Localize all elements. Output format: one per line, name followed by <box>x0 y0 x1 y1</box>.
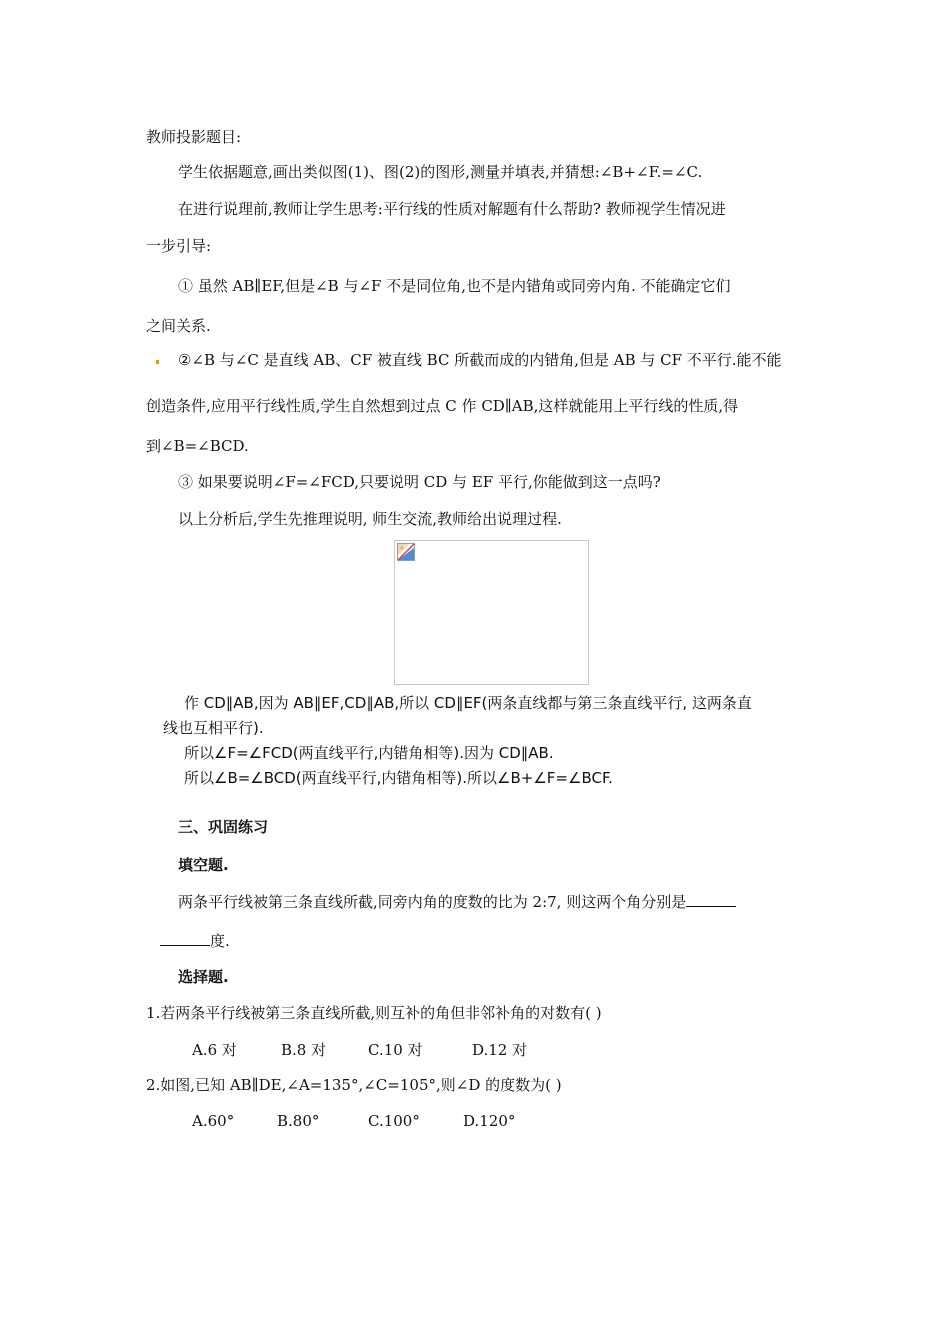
figure-placeholder <box>394 540 589 685</box>
proof-line: 线也互相平行). <box>163 719 264 737</box>
option-text: D.120° <box>463 1112 516 1130</box>
marker-dot <box>156 360 159 364</box>
proof-line: 所以∠F=∠FCD(两直线平行,内错角相等).因为 CD∥AB. <box>184 744 554 762</box>
option-text: D.12 对 <box>472 1041 528 1059</box>
broken-image-icon <box>397 543 415 561</box>
choice-question-2: 2.如图,已知 AB∥DE,∠A=135°,∠C=105°,则∠D 的度数为( ) <box>146 1076 562 1094</box>
answer-blank <box>686 892 736 907</box>
text-line: ③ 如果要说明∠F=∠FCD,只要说明 CD 与 EF 平行,你能做到这一点吗? <box>178 473 661 491</box>
text-line: 以上分析后,学生先推理说明, 师生交流,教师给出说理过程. <box>178 510 562 528</box>
proof-line: 作 CD∥AB,因为 AB∥EF,CD∥AB,所以 CD∥EF(两条直线都与第三条直线平行, 这两条直 <box>184 694 752 712</box>
text-line: 在进行说理前,教师让学生思考:平行线的性质对解题有什么帮助? 教师视学生情况进 <box>178 200 726 218</box>
fill-blank-question <box>178 892 736 912</box>
option-text: A.60° <box>192 1112 235 1130</box>
text-line: 之间关系. <box>146 317 211 335</box>
option-text: C.100° <box>368 1112 420 1130</box>
answer-blank <box>160 931 210 946</box>
section-heading: 三、巩固练习 <box>178 818 269 836</box>
fill-blank-heading: 填空题. <box>178 856 229 874</box>
choice-heading: 选择题. <box>178 968 229 986</box>
text-line: 创造条件,应用平行线性质,学生自然想到过点 C 作 CD∥AB,这样就能用上平行线的性质,得 <box>146 397 739 415</box>
text-line: 到∠B=∠BCD. <box>146 437 249 455</box>
text-line: ① 虽然 AB∥EF,但是∠B 与∠F 不是同位角,也不是内错角或同旁内角. 不能确定它们 <box>178 277 731 295</box>
option-text: B.8 对 <box>281 1041 327 1059</box>
choice-question-1: 1.若两条平行线被第三条直线所截,则互补的角但非邻补角的对数有( ) <box>146 1004 602 1022</box>
text-line: 学生依据题意,画出类似图(1)、图(2)的图形,测量并填表,并猜想:∠B+∠F.=∠C. <box>178 163 703 181</box>
question-text: 两条平行线被第三条直线所截,同旁内角的度数的比为 2:7, 则这两个角分别是 <box>178 893 687 911</box>
option-text: B.80° <box>277 1112 320 1130</box>
text-line: 教师投影题目: <box>146 128 242 146</box>
text-line: ②∠B 与∠C 是直线 AB、CF 被直线 BC 所截而成的内错角,但是 AB 与 CF 不平行.能不能 <box>178 351 782 369</box>
option-text: A.6 对 <box>192 1041 237 1059</box>
proof-line: 所以∠B=∠BCD(两直线平行,内错角相等).所以∠B+∠F=∠BCF. <box>184 769 613 787</box>
text-line: 一步引导: <box>146 237 212 255</box>
question-text: 度. <box>210 932 230 950</box>
option-text: C.10 对 <box>368 1041 423 1059</box>
fill-blank-question-end <box>160 931 230 951</box>
